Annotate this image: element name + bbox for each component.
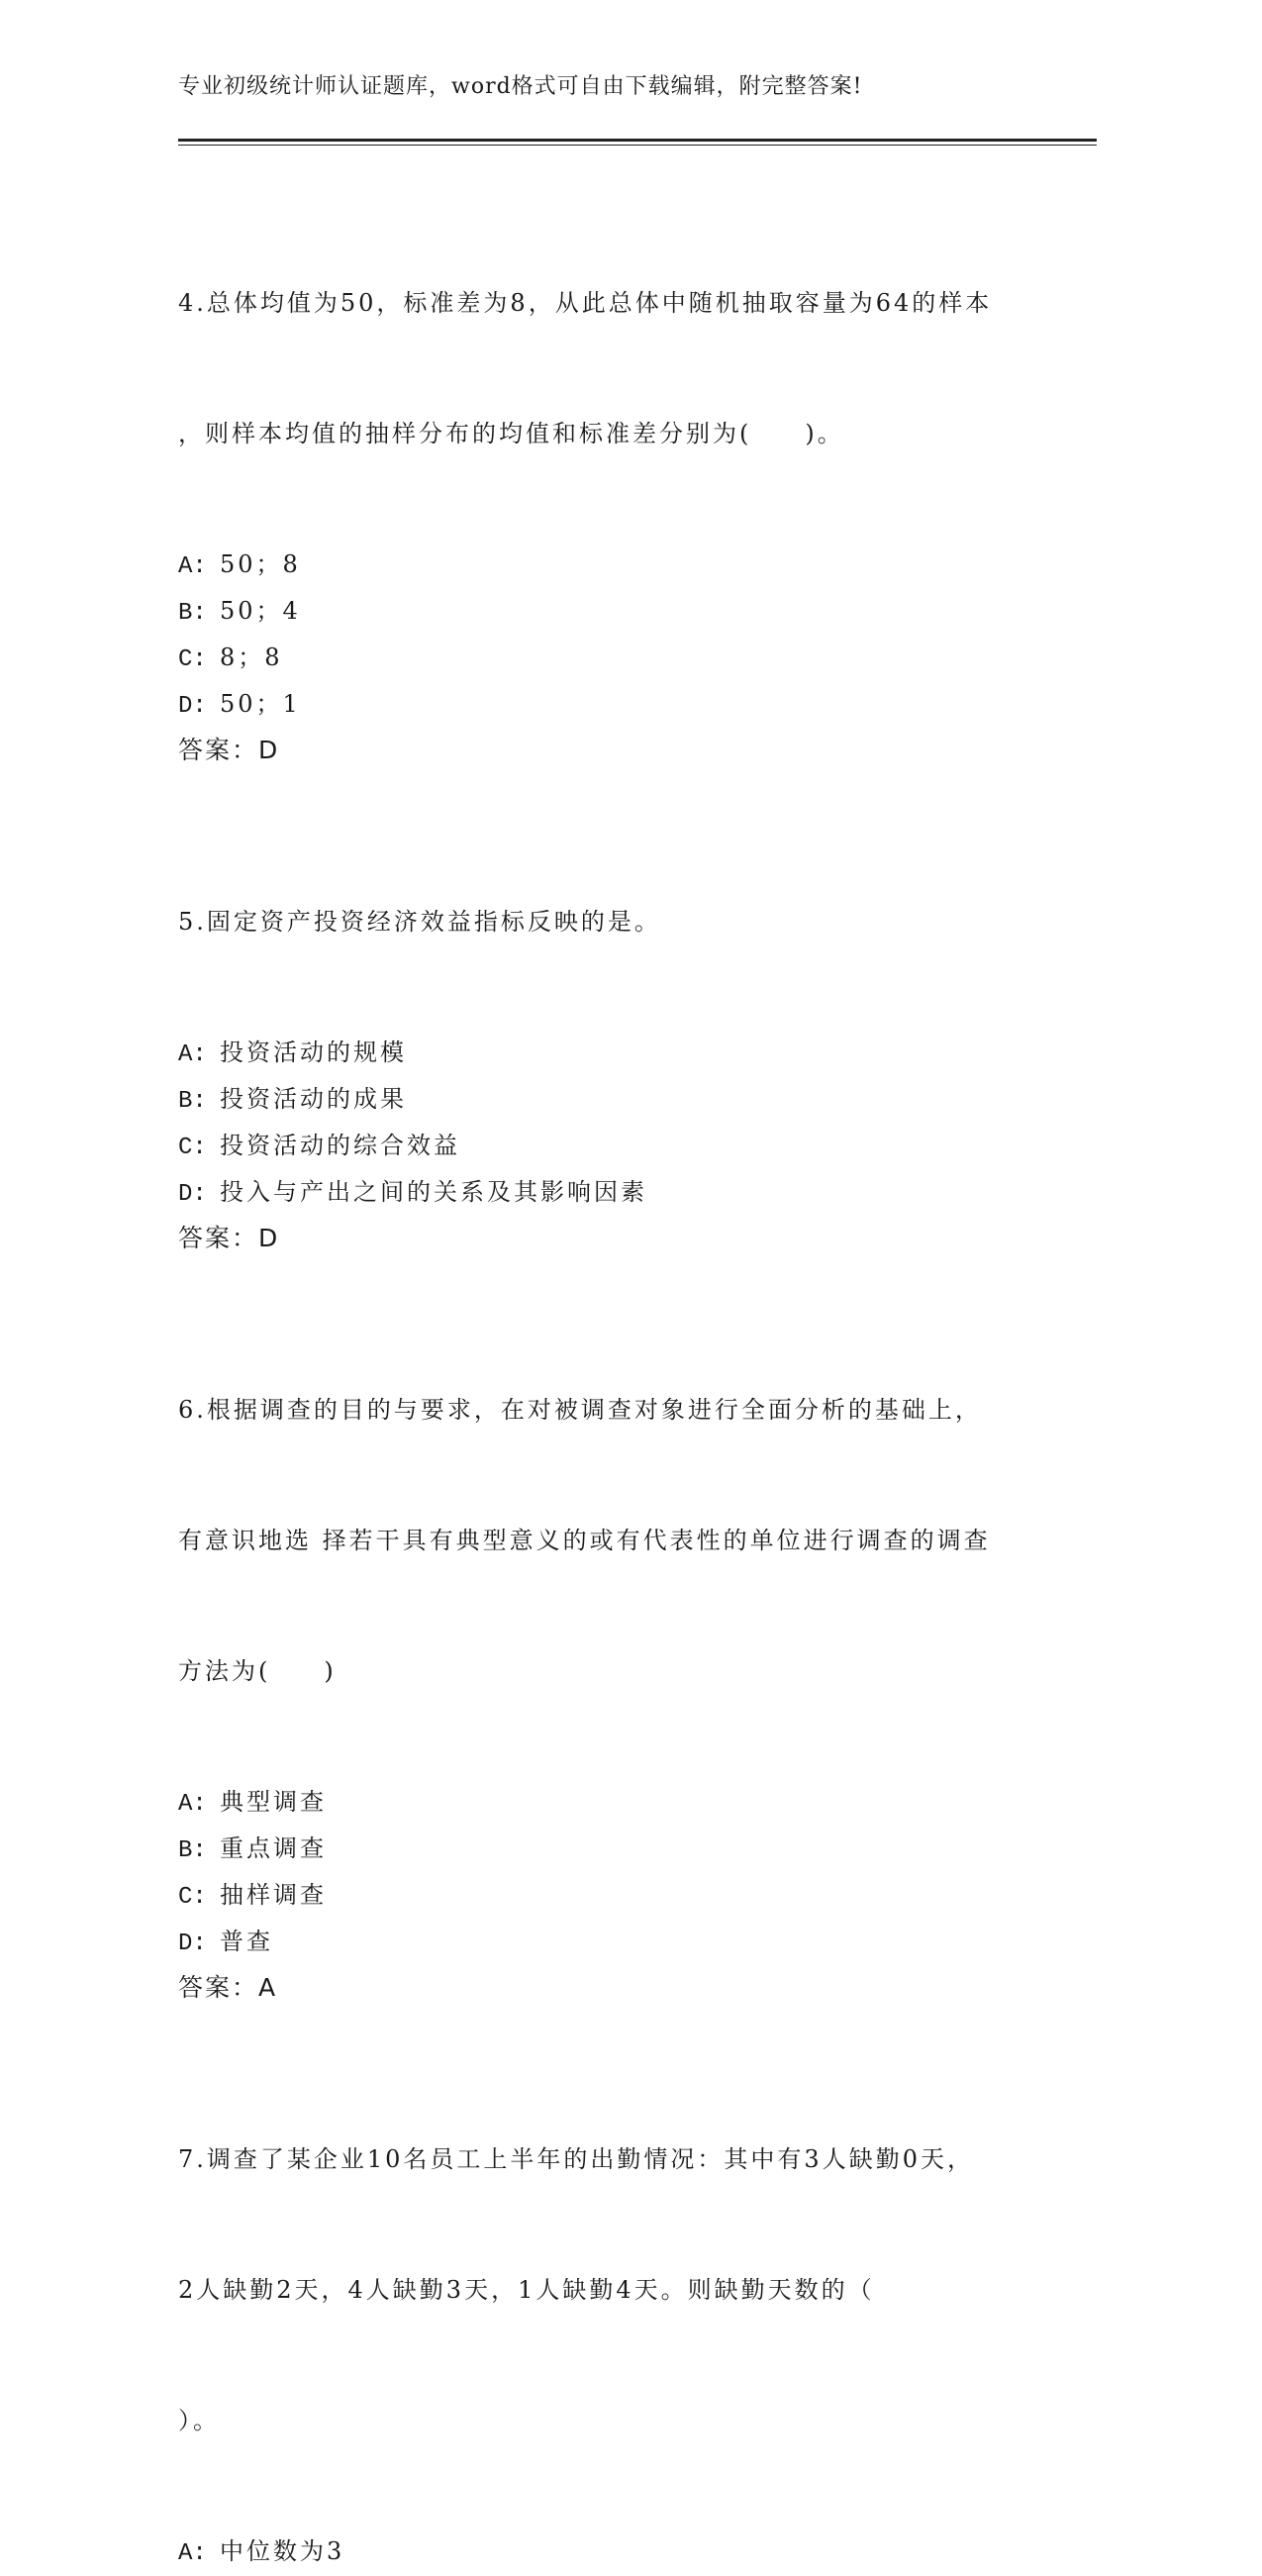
question-stem — [178, 813, 1099, 1031]
option-d — [178, 682, 1099, 729]
option-a — [178, 1780, 1099, 1827]
option-text: 重点调查 — [220, 1834, 327, 1862]
option-text: 典型调查 — [220, 1788, 327, 1816]
answer-label: 答案：A — [178, 1973, 278, 2002]
option-a — [178, 1031, 1099, 1077]
option-c — [178, 636, 1099, 682]
option-letter: D: — [178, 1181, 207, 1208]
question-stem — [178, 2050, 1099, 2529]
option-letter: C: — [178, 1884, 207, 1911]
question-stem — [178, 194, 1099, 543]
option-c — [178, 1873, 1099, 1920]
option-letter: D: — [178, 693, 207, 720]
question-list — [178, 194, 1099, 2576]
answer-label: 答案：D — [178, 1224, 280, 1252]
question-stem-line: ）。 — [178, 2407, 220, 2434]
question-stem-line: 7.调查了某企业10名员工上半年的出勤情况：其中有3人缺勤0天， — [178, 2145, 974, 2173]
option-letter: D: — [178, 1931, 207, 1957]
option-b — [178, 1077, 1099, 1124]
option-letter: C: — [178, 646, 207, 673]
answer-label: 答案：D — [178, 736, 280, 764]
option-text: 投入与产出之间的关系及其影响因素 — [220, 1178, 647, 1206]
option-letter: B: — [178, 1088, 207, 1115]
question-stem-line: 4.总体均值为50，标准差为8，从此总体中随机抽取容量为64的样本 — [178, 289, 993, 317]
option-text: 50；1 — [220, 690, 301, 718]
question-spacer — [178, 772, 1099, 813]
option-d — [178, 1170, 1099, 1217]
page-header: 专业初级统计师认证题库，word格式可自由下载编辑，附完整答案! — [178, 74, 863, 99]
question-stem — [178, 1301, 1099, 1780]
option-letter: B: — [178, 1837, 207, 1864]
question-spacer — [178, 2010, 1099, 2050]
option-text: 8；8 — [220, 644, 283, 671]
option-a — [178, 543, 1099, 589]
option-letter: B: — [178, 600, 207, 627]
question-spacer — [178, 1260, 1099, 1301]
option-text: 投资活动的规模 — [220, 1039, 407, 1066]
question-4 — [178, 194, 1099, 772]
option-c — [178, 1124, 1099, 1170]
option-text: 50；8 — [220, 550, 301, 578]
option-d — [178, 1920, 1099, 1966]
question-stem-line: 有意识地选 择若干具有典型意义的或有代表性的单位进行调查的调查 — [178, 1527, 991, 1554]
question-7 — [178, 2050, 1099, 2576]
header-rule-thin — [178, 145, 1097, 146]
option-b — [178, 1827, 1099, 1873]
question-stem-line: ，则样本均值的抽样分布的均值和标准差分别为( )。 — [178, 420, 844, 447]
option-letter: A: — [178, 2540, 207, 2567]
option-letter: C: — [178, 1135, 207, 1161]
option-letter: A: — [178, 553, 207, 580]
option-letter: A: — [178, 1041, 207, 1068]
option-text: 中位数为3 — [220, 2537, 345, 2565]
option-text: 50；4 — [220, 597, 301, 625]
option-a — [178, 2529, 1099, 2576]
question-6 — [178, 1301, 1099, 2010]
option-b — [178, 589, 1099, 636]
header-rule-thick — [178, 139, 1097, 142]
question-stem-line: 6.根据调查的目的与要求，在对被调查对象进行全面分析的基础上， — [178, 1396, 982, 1424]
option-letter: A: — [178, 1791, 207, 1818]
option-text: 投资活动的综合效益 — [220, 1132, 460, 1159]
option-text: 普查 — [220, 1928, 273, 1955]
option-text: 抽样调查 — [220, 1881, 327, 1909]
question-stem-line: 2人缺勤2天，4人缺勤3天，1人缺勤4天。则缺勤天数的（ — [178, 2276, 875, 2304]
option-text: 投资活动的成果 — [220, 1085, 407, 1113]
question-stem-line: 5.固定资产投资经济效益指标反映的是。 — [178, 908, 661, 936]
question-5 — [178, 813, 1099, 1260]
question-stem-line: 方法为( ) — [178, 1657, 337, 1685]
